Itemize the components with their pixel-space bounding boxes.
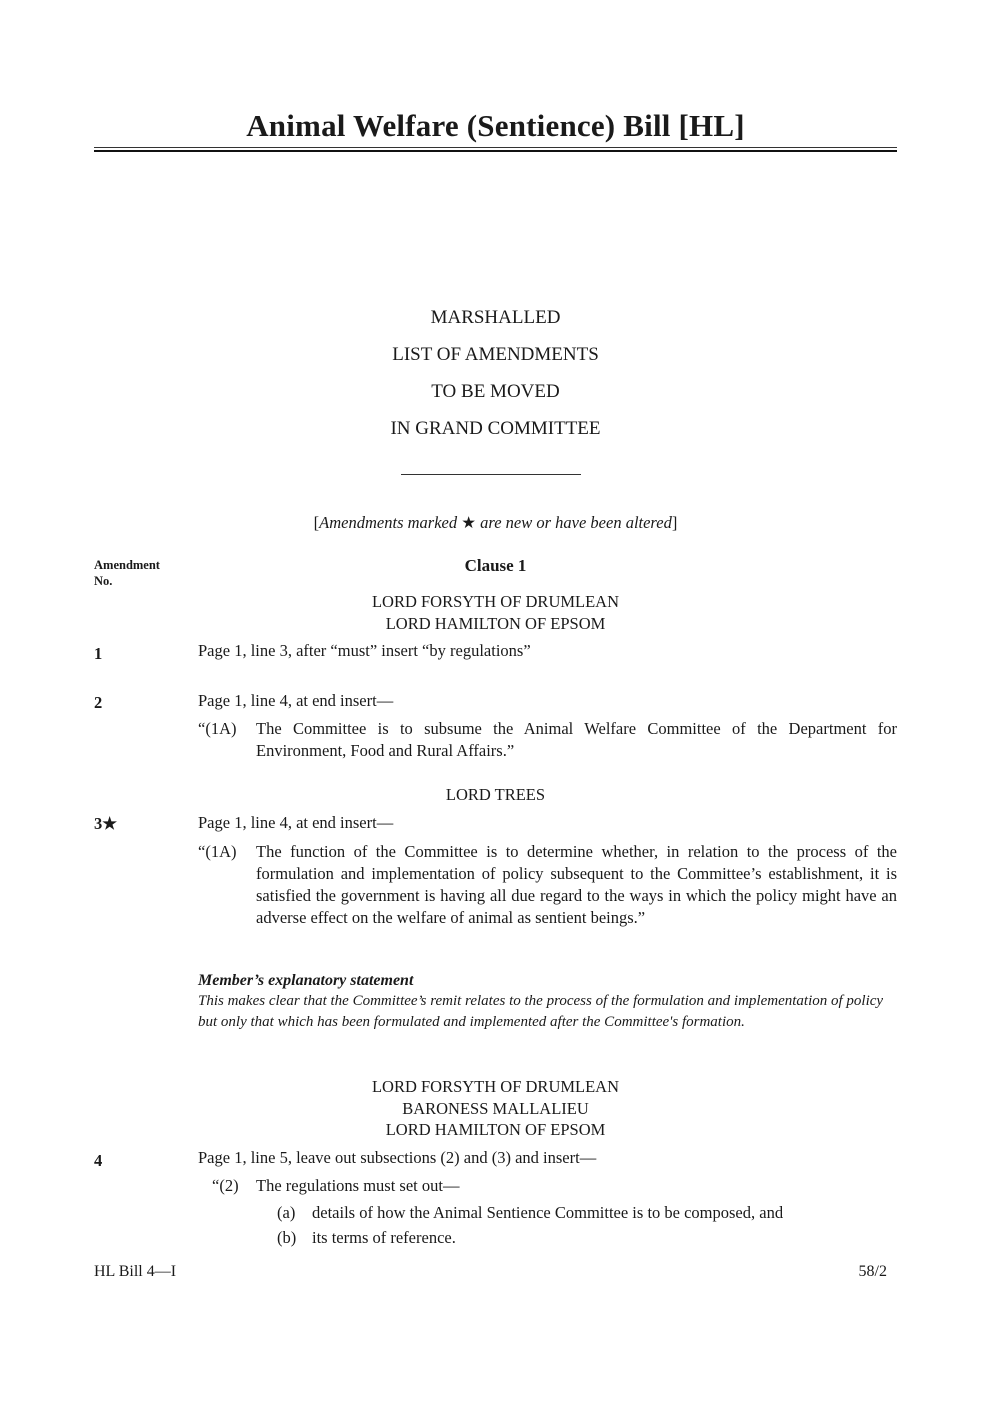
title-rule-thick	[94, 150, 897, 152]
note-text-before: Amendments marked	[319, 513, 462, 532]
sponsor-name: BARONESS MALLALIEU	[402, 1098, 589, 1118]
explanatory-statement-text: This makes clear that the Committee’s remit relates to the process of the formulation and implementation of policy but only that which has been formulated and implemented after the Committee's formation.	[198, 993, 884, 1030]
amendments-note	[94, 511, 897, 535]
note-text-after: are new or have been altered	[476, 513, 672, 532]
footer-bill-reference: HL Bill 4—I	[94, 1263, 177, 1280]
insert-text: The Committee is to subsume the Animal Welfare Committee of the Department for Environment, Food and Rural Affairs.”	[256, 719, 897, 760]
amendment-label-line1: Amendment	[94, 558, 160, 572]
bill-title: Animal Welfare (Sentience) Bill [HL]	[246, 108, 745, 143]
sponsor-name: LORD HAMILTON OF EPSOM	[385, 1120, 606, 1139]
amendment-number-3: 3★	[94, 814, 118, 833]
paragraph-text: its terms of reference.	[312, 1228, 456, 1247]
section-divider	[401, 474, 581, 475]
heading-line-list: LIST OF AMENDMENTS	[392, 344, 599, 365]
amendment-3-insert	[198, 841, 897, 929]
sponsor-name: LORD FORSYTH OF DRUMLEAN	[371, 592, 620, 611]
amendment-label-line2: No.	[94, 574, 113, 588]
paragraph-label: (b)	[277, 1228, 297, 1247]
clause-heading: Clause 1	[464, 556, 527, 575]
amendment-3-instruction: Page 1, line 4, at end insert—	[198, 813, 394, 832]
explanatory-statement-heading: Member’s explanatory statement	[198, 972, 414, 989]
amendment-4-instruction: Page 1, line 5, leave out subsections (2) and (3) and insert—	[198, 1148, 597, 1167]
amendment-2-instruction: Page 1, line 4, at end insert—	[198, 691, 394, 710]
paragraph-text: details of how the Animal Sentience Committee is to be composed, and	[312, 1203, 784, 1222]
note-bracket-close: ]	[671, 513, 678, 532]
amendment-number-4: 4	[94, 1151, 103, 1170]
sponsor-group-2	[94, 784, 897, 806]
insert-label: “(2)	[212, 1176, 239, 1195]
star-icon: ★	[461, 513, 477, 532]
insert-label: “(1A)	[198, 719, 237, 738]
sponsor-name: LORD HAMILTON OF EPSOM	[385, 613, 606, 633]
sponsor-name: LORD FORSYTH OF DRUMLEAN	[371, 1077, 620, 1096]
amendment-2-insert	[198, 718, 897, 762]
amendment-number-2: 2	[94, 693, 103, 712]
sponsor-group-3	[94, 1076, 897, 1141]
insert-label: “(1A)	[198, 842, 237, 861]
heading-line-committee: IN GRAND COMMITTEE	[390, 418, 601, 439]
heading-line-moved: TO BE MOVED	[431, 381, 560, 402]
insert-text: The function of the Committee is to determine whether, in relation to the process of the formulation and implementation of policy subsequent to the Committee’s establishment, it is satisfied the government is having all due regard to the ways in which the policy might have an adverse effect on the welfare of animal as sentient beings.”	[256, 842, 897, 927]
note-bracket-open: [	[313, 513, 320, 532]
insert-text: The regulations must set out—	[256, 1176, 460, 1195]
amendment-number-1: 1	[94, 644, 103, 663]
amendment-4-paragraph-b	[277, 1227, 897, 1249]
sponsor-name: LORD TREES	[445, 785, 546, 804]
heading-line-marshalled: MARSHALLED	[430, 307, 561, 328]
paragraph-label: (a)	[277, 1203, 296, 1222]
amendment-1-instruction: Page 1, line 3, after “must” insert “by regulations”	[198, 641, 531, 660]
amendment-4-insert	[212, 1175, 897, 1197]
footer-page-reference: 58/2	[858, 1263, 887, 1280]
title-rule-thin	[94, 147, 897, 148]
sponsor-group-1	[94, 591, 897, 634]
amendment-4-paragraph-a	[277, 1202, 897, 1224]
